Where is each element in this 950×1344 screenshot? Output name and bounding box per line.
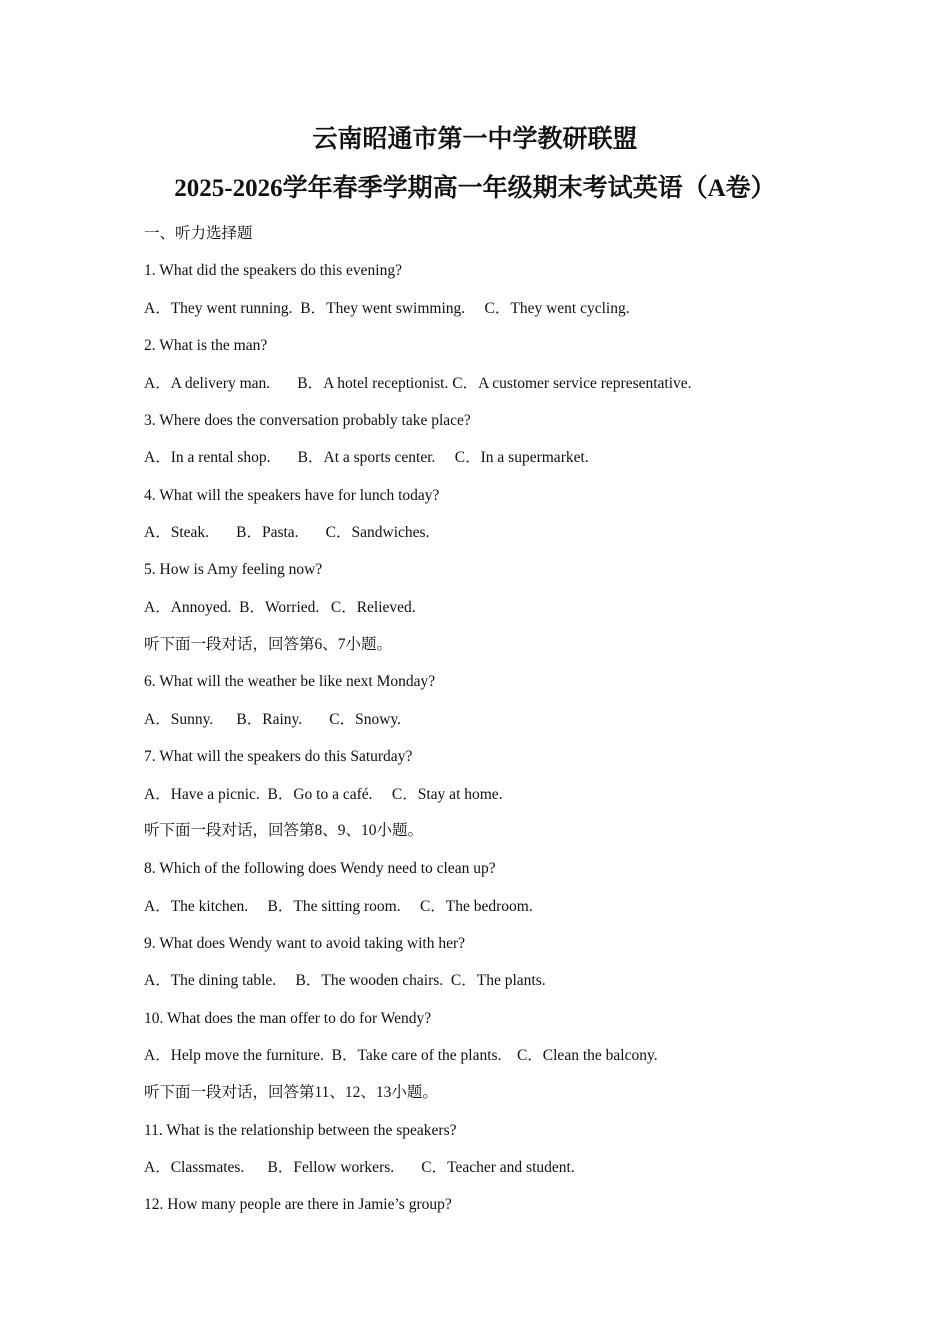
question-8: 8. Which of the following does Wendy need to clean up?	[144, 860, 496, 877]
question-1: 1. What did the speakers do this evening?	[144, 262, 402, 279]
question-9: 9. What does Wendy want to avoid taking with her?	[144, 935, 466, 952]
question-5: 5. How is Amy feeling now?	[144, 561, 323, 578]
question-2-options: A．A delivery man. B．A hotel receptionist. C．A customer service representative.	[144, 375, 692, 392]
exam-title-line2: 2025-2026学年春季学期高一年级期末考试英语（A卷）	[174, 175, 776, 202]
question-4: 4. What will the speakers have for lunch today?	[144, 487, 440, 504]
dialogue-instruction-11-13: 听下面一段对话，回答第11、12、13小题。	[144, 1084, 438, 1101]
question-4-options: A．Steak. B．Pasta. C．Sandwiches.	[144, 524, 430, 541]
question-3: 3. Where does the conversation probably take place?	[144, 412, 471, 429]
question-6-options: A．Sunny. B．Rainy. C．Snowy.	[144, 711, 402, 728]
question-3-options: A．In a rental shop. B．At a sports center. C．In a supermarket.	[144, 449, 589, 466]
dialogue-instruction-8-10: 听下面一段对话，回答第8、9、10小题。	[144, 822, 424, 839]
question-1-options: A．They went running. B．They went swimming. C．They went cycling.	[144, 300, 630, 317]
question-11-options: A．Classmates. B．Fellow workers. C．Teacher and student.	[144, 1159, 575, 1176]
question-7: 7. What will the speakers do this Saturday?	[144, 748, 413, 765]
question-10-options: A．Help move the furniture. B．Take care of the plants. C．Clean the balcony.	[144, 1047, 658, 1064]
exam-title-line1: 云南昭通市第一中学教研联盟	[312, 126, 638, 153]
question-7-options: A．Have a picnic. B．Go to a café. C．Stay at home.	[144, 786, 503, 803]
question-6: 6. What will the weather be like next Monday?	[144, 673, 436, 690]
dialogue-instruction-6-7: 听下面一段对话，回答第6、7小题。	[144, 636, 393, 653]
question-10: 10. What does the man offer to do for Wendy?	[144, 1010, 432, 1027]
question-2: 2. What is the man?	[144, 337, 268, 354]
section-heading: 一、听力选择题	[144, 225, 253, 242]
question-11: 11. What is the relationship between the speakers?	[144, 1122, 457, 1139]
question-5-options: A．Annoyed. B．Worried. C．Relieved.	[144, 599, 416, 616]
question-9-options: A．The dining table. B．The wooden chairs. C．The plants.	[144, 972, 546, 989]
question-8-options: A．The kitchen. B．The sitting room. C．The bedroom.	[144, 898, 533, 915]
question-12: 12. How many people are there in Jamie’s group?	[144, 1196, 452, 1213]
